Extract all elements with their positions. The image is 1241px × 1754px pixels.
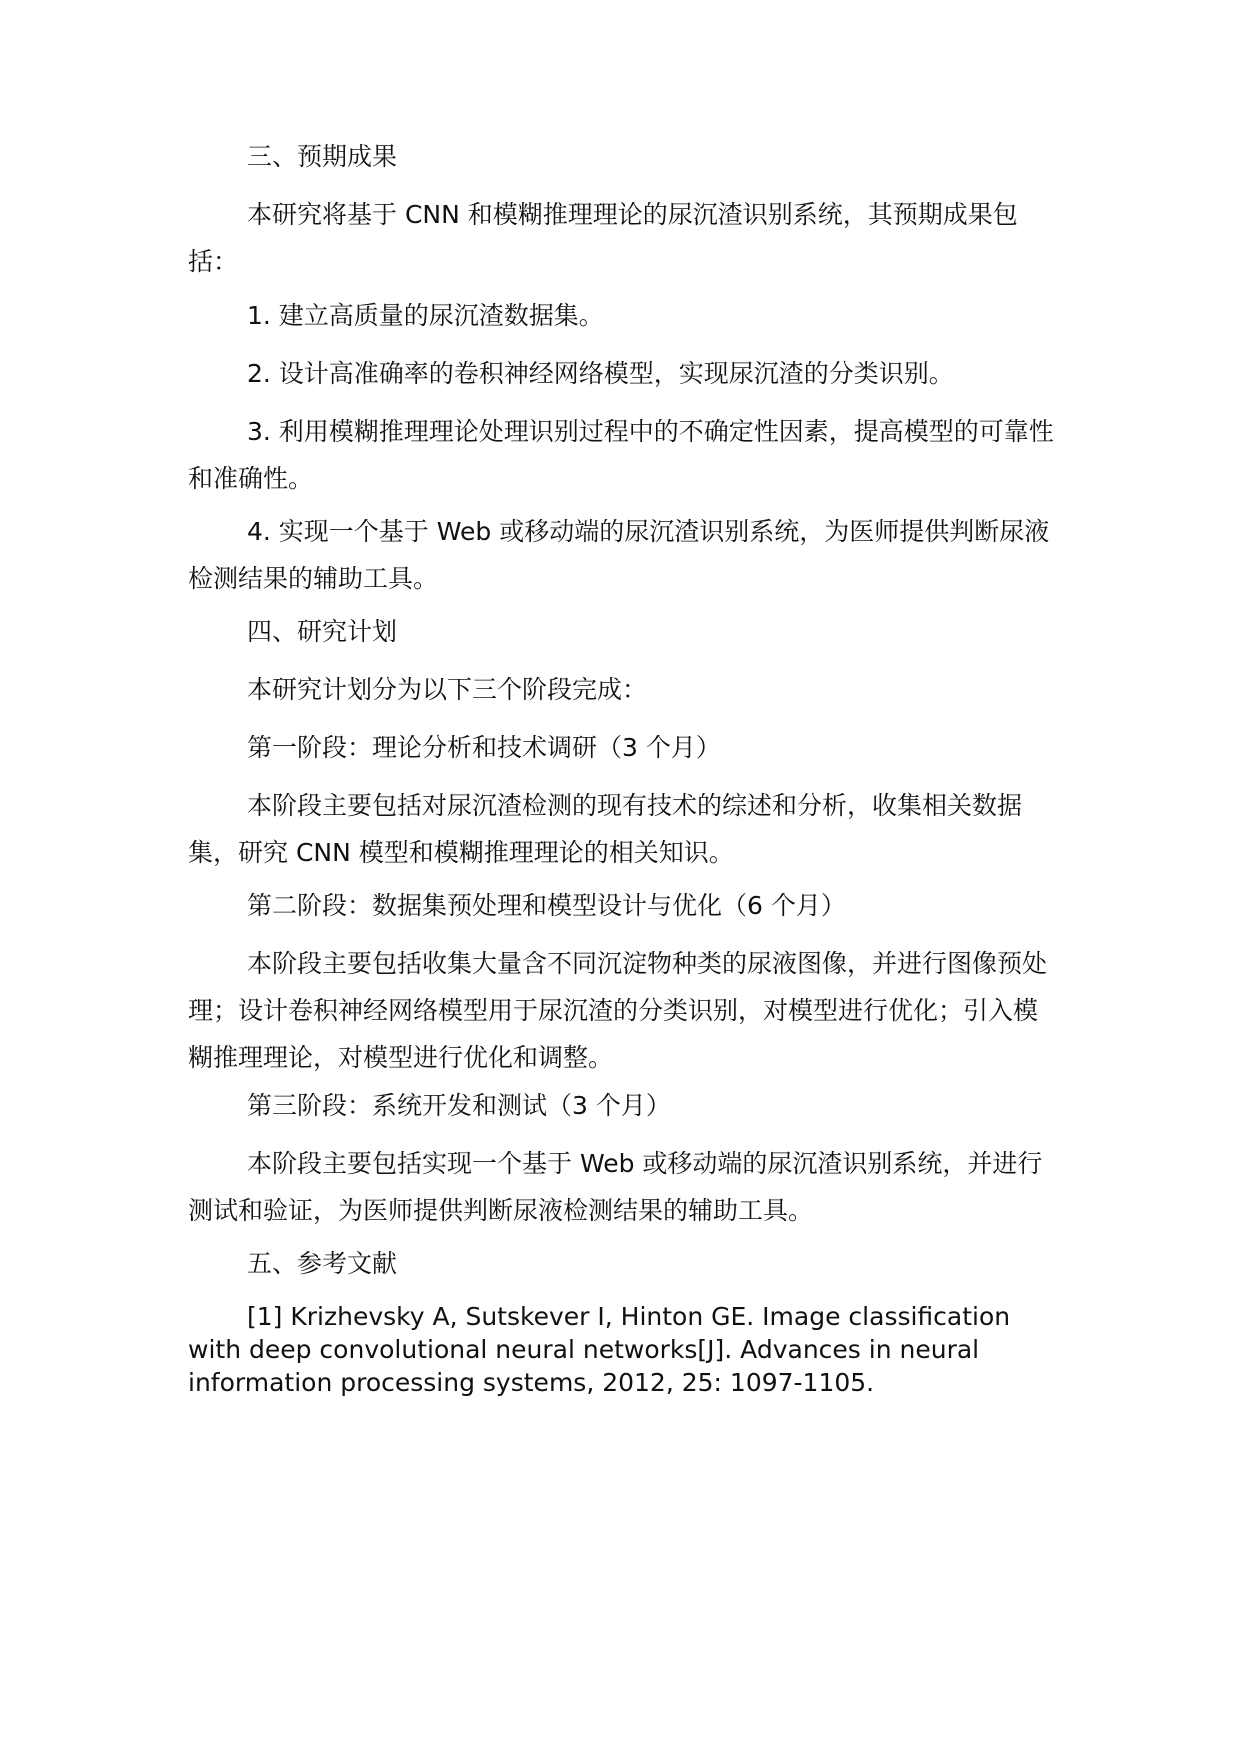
- phase-2-title: 第二阶段：数据集预处理和模型设计与优化（6 个月）: [247, 891, 846, 920]
- outcome-item-4: 4. 实现一个基于 Web 或移动端的尿沉渣识别系统，为医师提供判断尿液检测结果的辅助工具。: [188, 517, 1050, 593]
- phase-3-body: 本阶段主要包括实现一个基于 Web 或移动端的尿沉渣识别系统，并进行测试和验证，为医师提供判断尿液检测结果的辅助工具。: [188, 1149, 1043, 1225]
- phase-2-body: 本阶段主要包括收集大量含不同沉淀物种类的尿液图像，并进行图像预处理；设计卷积神经网络模型用于尿沉渣的分类识别，对模型进行优化；引入模糊推理理论，对模型进行优化和调整。: [188, 949, 1048, 1072]
- outcomes-intro-paragraph: 本研究将基于 CNN 和模糊推理理论的尿沉渣识别系统，其预期成果包括：: [188, 200, 1018, 276]
- outcome-item-2: 2. 设计高准确率的卷积神经网络模型，实现尿沉渣的分类识别。: [247, 359, 954, 388]
- plan-intro-paragraph: 本研究计划分为以下三个阶段完成：: [247, 675, 648, 704]
- document-page: [188, 0, 1058, 1754]
- section-heading-expected-outcomes: 三、预期成果: [247, 142, 398, 171]
- phase-1-body: 本阶段主要包括对尿沉渣检测的现有技术的综述和分析，收集相关数据集，研究 CNN 模型和模糊推理理论的相关知识。: [188, 791, 1023, 867]
- section-heading-references: 五、参考文献: [247, 1249, 398, 1278]
- phase-1-title: 第一阶段：理论分析和技术调研（3 个月）: [247, 733, 721, 762]
- phase-3-title: 第三阶段：系统开发和测试（3 个月）: [247, 1091, 671, 1120]
- outcome-item-1: 1. 建立高质量的尿沉渣数据集。: [247, 301, 604, 330]
- reference-entry-1: [1] Krizhevsky A, Sutskever I, Hinton GE. Image classification with deep convolutional neural networks[J]. Advances in neural information processing systems, 2012, 25: 1097-1105.: [188, 1302, 1011, 1397]
- outcome-item-3: 3. 利用模糊推理理论处理识别过程中的不确定性因素，提高模型的可靠性和准确性。: [188, 417, 1054, 493]
- section-heading-research-plan: 四、研究计划: [247, 617, 398, 646]
